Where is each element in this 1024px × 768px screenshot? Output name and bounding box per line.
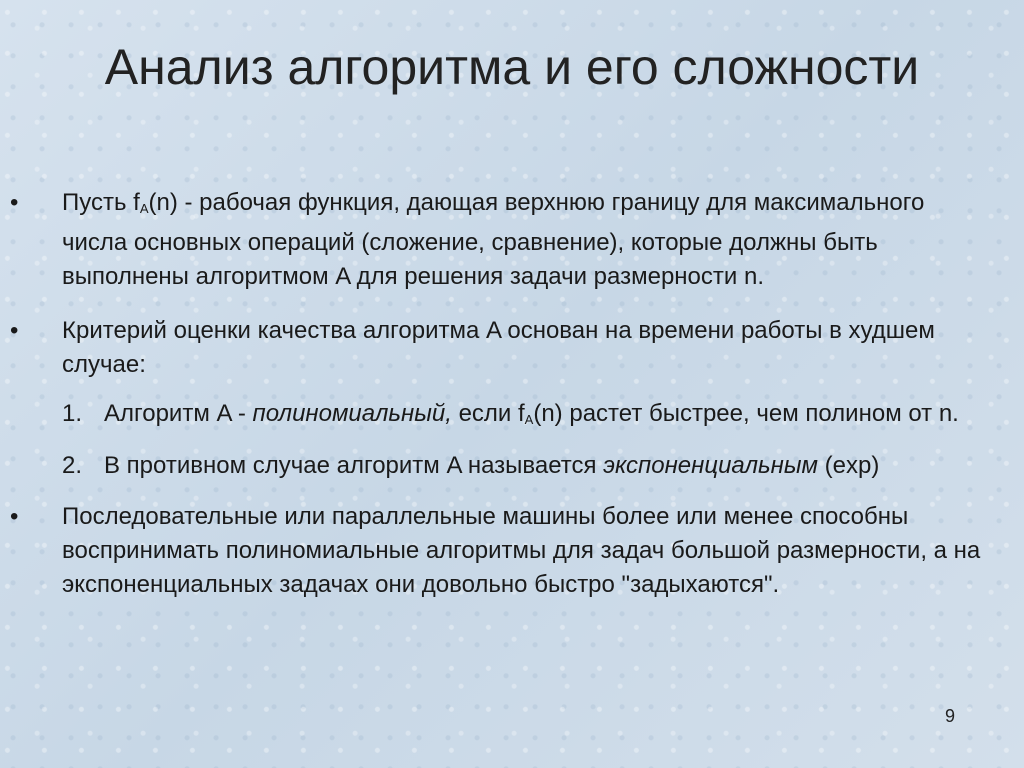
- bullet-item-2: [0, 314, 1024, 382]
- page-number: 9: [945, 706, 956, 726]
- term-polynomial: полиномиальный,: [252, 400, 452, 427]
- numbered-1-mid: если: [451, 400, 518, 427]
- bullet-dot: •: [10, 503, 19, 530]
- bullet-1-text: (n) - рабочая функция, дающая верхнюю границу для максимального числа основных операций (сложение, сравнение), которые должны быть выполнены алгоритмом A для решения задачи размерности n.: [62, 189, 925, 290]
- term-exponential: экспоненциальным: [603, 452, 818, 479]
- bullet-item-1: [0, 186, 1024, 294]
- numbered-2-pre: В противном случае алгоритм A называется: [104, 452, 604, 479]
- function-symbol: $f_A$: [133, 189, 149, 216]
- numbered-1-pre: Алгоритм A -: [104, 400, 253, 427]
- bullet-item-3: [0, 500, 1024, 602]
- slide-title: Анализ алгоритма и его сложности: [104, 39, 920, 95]
- bullet-dot: •: [10, 317, 19, 344]
- bullet-3-text: Последовательные или параллельные машины более или менее способны воспринимать полиномиальные алгоритмы для задач большой размерности, а на экспоненциальных задачах они довольно быстро "задыхаются".: [62, 503, 981, 598]
- item-number: 1.: [62, 400, 83, 427]
- bullet-1-pre: Пусть: [62, 189, 134, 216]
- numbered-item-2: [0, 446, 1024, 486]
- item-number: 2.: [62, 452, 83, 479]
- bullet-dot: •: [10, 189, 19, 216]
- function-symbol: $f_A$: [518, 400, 534, 427]
- numbered-1-post: (n) растет быстрее, чем полином от n.: [533, 400, 959, 427]
- slide-body: [0, 186, 1024, 622]
- bullet-2-text: Критерий оценки качества алгоритма A основан на времени работы в худшем случае:: [62, 317, 935, 378]
- numbered-2-post: (exp): [817, 452, 880, 479]
- numbered-item-1: [0, 394, 1024, 440]
